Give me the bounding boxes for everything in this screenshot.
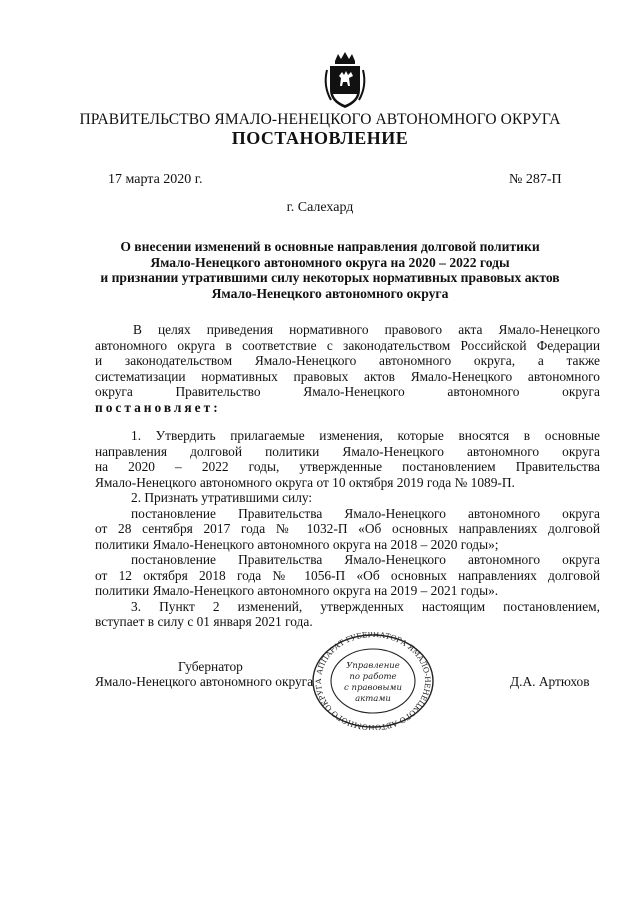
title-line: и признании утратившими силу некоторых нормативных правовых актов: [100, 270, 560, 285]
item-2a-line: от 28 сентября 2017 года № 1032-П «Об основных направлениях долговой: [95, 521, 600, 536]
item-2b-line: политики Ямало-Ненецкого автономного округа на 2019 – 2021 годы».: [95, 583, 499, 598]
item-1-line: направления долговой политики Ямало-Ненецкого автономного округа: [95, 443, 600, 459]
stamp-line: с правовыми: [344, 683, 402, 693]
document-type: ПОСТАНОВЛЕНИЕ: [231, 128, 409, 148]
signer-position: Губернатор: [178, 659, 243, 674]
stamp-line: по работе: [349, 672, 397, 682]
stamp-line: актами: [355, 694, 391, 704]
item-2: 2. Признать утратившими силу:: [131, 490, 313, 505]
preamble-line: автономного округа в соответствие с законодательством Российской Федерации: [95, 337, 600, 353]
document-title: [60, 239, 600, 301]
decree-word: постановляет:: [95, 399, 221, 415]
document-city: г. Салехард: [286, 200, 354, 215]
official-stamp: [310, 632, 436, 730]
item-3-line: вступает в силу с 01 января 2021 года.: [95, 614, 313, 629]
preamble: [95, 322, 600, 415]
signer-position-region: Ямало-Ненецкого автономного округа: [95, 674, 314, 689]
item-2a-line: постановление Правительства Ямало-Ненецкого автономного округа: [131, 505, 600, 521]
item-2b-line: от 12 октября 2018 года № 1056-П «Об основных направлениях долговой: [95, 567, 600, 583]
title-line: О внесении изменений в основные направления долговой политики: [120, 239, 540, 254]
preamble-line: В целях приведения нормативного правового акта Ямало-Ненецкого: [133, 322, 600, 337]
government-name: ПРАВИТЕЛЬСТВО ЯМАЛО-НЕНЕЦКОГО АВТОНОМНОГО ОКРУГА: [79, 111, 561, 128]
stamp-ring-text: АППАРАТ ГУБЕРНАТОРА ЯМАЛО-НЕНЕЦКОГО АВТОНОМНОГО ОКРУГА: [313, 632, 433, 730]
document-number: № 287-П: [509, 172, 562, 187]
signer-name: Д.А. Артюхов: [510, 674, 590, 689]
preamble-line: и законодательством Ямало-Ненецкого автономного округа, а также: [95, 353, 600, 368]
item-3-line: 3. Пункт 2 изменений, утвержденных настоящим постановлением,: [131, 598, 600, 614]
preamble-line: округа Правительство Ямало-Ненецкого автономного округа: [95, 384, 600, 399]
item-1-line: Ямало-Ненецкого автономного округа от 10 октября 2019 года № 1089-П.: [95, 474, 515, 490]
title-line: Ямало-Ненецкого автономного округа: [211, 285, 449, 301]
item-2b-line: постановление Правительства Ямало-Ненецкого автономного округа: [131, 552, 600, 567]
stamp-line: Управление: [346, 661, 400, 671]
decree-items: [95, 428, 600, 630]
item-1-line: на 2020 – 2022 годы, утвержденные постановлением Правительства: [95, 459, 600, 474]
item-1-line: 1. Утвердить прилагаемые изменения, которые вносятся в основные: [131, 428, 600, 443]
preamble-line: систематизации нормативных правовых актов Ямало-Ненецкого автономного: [95, 368, 600, 384]
item-2a-line: политики Ямало-Ненецкого автономного округа на 2018 – 2020 годы»;: [95, 536, 499, 552]
coat-of-arms-icon: [321, 50, 369, 112]
document-date: 17 марта 2020 г.: [108, 172, 203, 187]
title-line: Ямало-Ненецкого автономного округа на 2020 – 2022 годы: [150, 254, 510, 270]
